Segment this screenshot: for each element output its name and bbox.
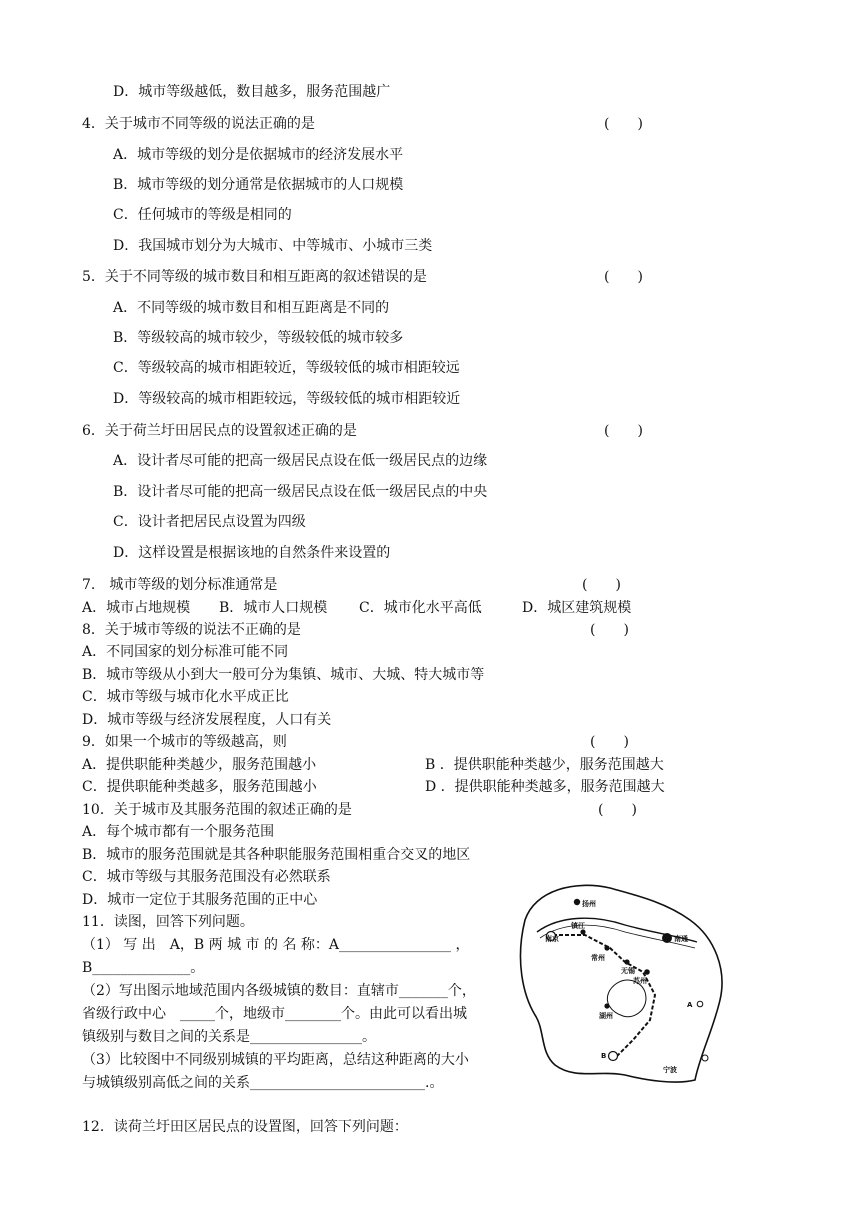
city-marker-ningbo xyxy=(702,1055,708,1061)
q6-option-b: B．设计者尽可能的把高一级居民点设在低一级居民点的中央 xyxy=(113,484,488,500)
map-label-nanjing: 南京 xyxy=(545,935,559,943)
q11-line-6: （3）比较图中不同级别城镇的平均距离，总结这种距离的大小 xyxy=(82,1052,469,1068)
q6-option-c: C．设计者把居民点设置为四级 xyxy=(113,514,306,530)
q7-stem: 7. 城市等级的划分标准通常是 xyxy=(82,577,278,593)
city-marker-wuxi xyxy=(624,959,629,964)
q8-stem: 8．关于城市等级的说法不正确的是 xyxy=(82,622,301,638)
q9-option-c: C．提供职能种类越多，服务范围越小 xyxy=(82,779,317,795)
q4-option-d: D．我国城市划分为大城市、中等城市、小城市三类 xyxy=(113,238,433,254)
q7-option-a: A．城市占地规模 xyxy=(82,600,191,616)
q10-answer-paren: ( ) xyxy=(598,802,637,818)
city-marker-changzhou xyxy=(604,945,609,950)
q9-option-d: D ．提供职能种类越多，服务范围越大 xyxy=(425,779,665,795)
q4-answer-paren: ( ) xyxy=(604,116,643,132)
map-label-suzhou: 苏州 xyxy=(633,977,647,985)
map-label-wuxi: 无锡 xyxy=(621,967,635,975)
q11-line-2: B______________。 xyxy=(82,960,205,976)
q7-option-b: B．城市人口规模 xyxy=(219,600,328,616)
city-marker-yangzhou xyxy=(574,899,580,905)
q11-line-5: 镇级别与数目之间的关系是________________。 xyxy=(82,1029,376,1045)
q7-option-d: D．城区建筑规模 xyxy=(522,600,632,616)
q9-answer-paren: ( ) xyxy=(590,734,629,750)
q10-option-a: A．每个城市都有一个服务范围 xyxy=(82,824,275,840)
q6-option-a: A．设计者尽可能的把高一级居民点设在低一级居民点的边缘 xyxy=(113,453,488,469)
map-label-huzhou: 湖州 xyxy=(599,1012,613,1020)
q6-answer-paren: ( ) xyxy=(604,423,643,439)
map-label-yangzhou: 扬州 xyxy=(582,900,596,908)
q8-option-c: C．城市等级与城市化水平成正比 xyxy=(82,689,289,705)
q5-option-c: C．等级较高的城市相距较近，等级较低的城市相距较远 xyxy=(113,360,460,376)
map-label-b: B xyxy=(601,1052,607,1060)
q8-option-b: B．城市等级从小到大一般可分为集镇、城市、大城、特大城市等 xyxy=(82,667,485,683)
q4-stem: 4．关于城市不同等级的说法正确的是 xyxy=(82,116,315,132)
q7-answer-paren: ( ) xyxy=(582,577,621,593)
region-boundary xyxy=(520,885,722,1082)
map-label-changzhou: 常州 xyxy=(591,954,605,962)
q10-option-c: C．城市等级与其服务范围没有必然联系 xyxy=(82,869,331,885)
city-marker-huzhou xyxy=(604,1003,609,1008)
q11-stem: 11．读图，回答下列问题。 xyxy=(82,914,254,930)
q9-option-a: A．提供职能种类越少，服务范围越小 xyxy=(82,757,317,773)
q10-stem: 10．关于城市及其服务范围的叙述正确的是 xyxy=(82,802,352,818)
lake-outline xyxy=(607,980,646,1017)
q5-option-b: B．等级较高的城市较少，等级较低的城市较多 xyxy=(113,330,404,346)
city-marker-b xyxy=(609,1052,618,1061)
q11-line-7: 与城镇级别高低之间的关系_________________________.。 xyxy=(82,1075,444,1091)
q11-line-4: 省级行政中心 _____个，地级市________个。由此可以看出城 xyxy=(82,1006,467,1022)
city-marker-suzhou xyxy=(644,969,650,975)
q5-answer-paren: ( ) xyxy=(604,269,643,285)
yangtze-delta-map xyxy=(515,880,730,1090)
map-label-a: A xyxy=(687,1001,693,1009)
q4-option-c: C．任何城市的等级是相同的 xyxy=(113,207,292,223)
q4-option-b: B．城市等级的划分通常是依据城市的人口规模 xyxy=(113,177,404,193)
q6-stem: 6．关于荷兰圩田居民点的设置叙述正确的是 xyxy=(82,423,357,439)
city-marker-zhenjiang xyxy=(580,929,585,934)
q7-option-c: C．城市化水平高低 xyxy=(359,600,482,616)
q8-option-d: D．城市等级与经济发展程度，人口有关 xyxy=(82,712,332,728)
q11-line-3: （2）写出图示地域范围内各级城镇的数目：直辖市_______个， xyxy=(82,983,476,999)
q3-option-d: D．城市等级越低，数目越多，服务范围越广 xyxy=(113,84,391,100)
q6-option-d: D．这样设置是根据该地的自然条件来设置的 xyxy=(113,545,391,561)
q10-option-b: B．城市的服务范围就是其各种职能服务范围相重合交叉的地区 xyxy=(82,847,471,863)
q5-option-d: D．等级较高的城市相距较远，等级较低的城市相距较近 xyxy=(113,391,461,407)
q9-option-b: B ．提供职能种类越少，服务范围越大 xyxy=(425,757,664,773)
q8-answer-paren: ( ) xyxy=(590,622,629,638)
q10-option-d: D．城市一定位于其服务范围的正中心 xyxy=(82,892,318,908)
city-marker-nantong xyxy=(662,933,672,943)
map-label-zhenjiang: 镇江 xyxy=(571,922,585,930)
q8-option-a: A．不同国家的划分标准可能不同 xyxy=(82,644,289,660)
q5-stem: 5．关于不同等级的城市数目和相互距离的叙述错误的是 xyxy=(82,269,427,285)
river xyxy=(537,918,697,942)
q4-option-a: A．城市等级的划分是依据城市的经济发展水平 xyxy=(113,147,404,163)
q5-option-a: A．不同等级的城市数目和相互距离是不同的 xyxy=(113,300,390,316)
q12-stem: 12．读荷兰圩田区居民点的设置图，回答下列问题： xyxy=(82,1119,408,1135)
city-marker-a xyxy=(697,1001,703,1007)
q9-stem: 9．如果一个城市的等级越高，则 xyxy=(82,734,287,750)
map-label-nantong: 南通 xyxy=(674,935,688,943)
q11-line-1: （1） 写 出 A，B 两 城 市 的 名 称：A________________ ， xyxy=(82,937,470,953)
map-label-ningbo: 宁波 xyxy=(663,1066,677,1074)
